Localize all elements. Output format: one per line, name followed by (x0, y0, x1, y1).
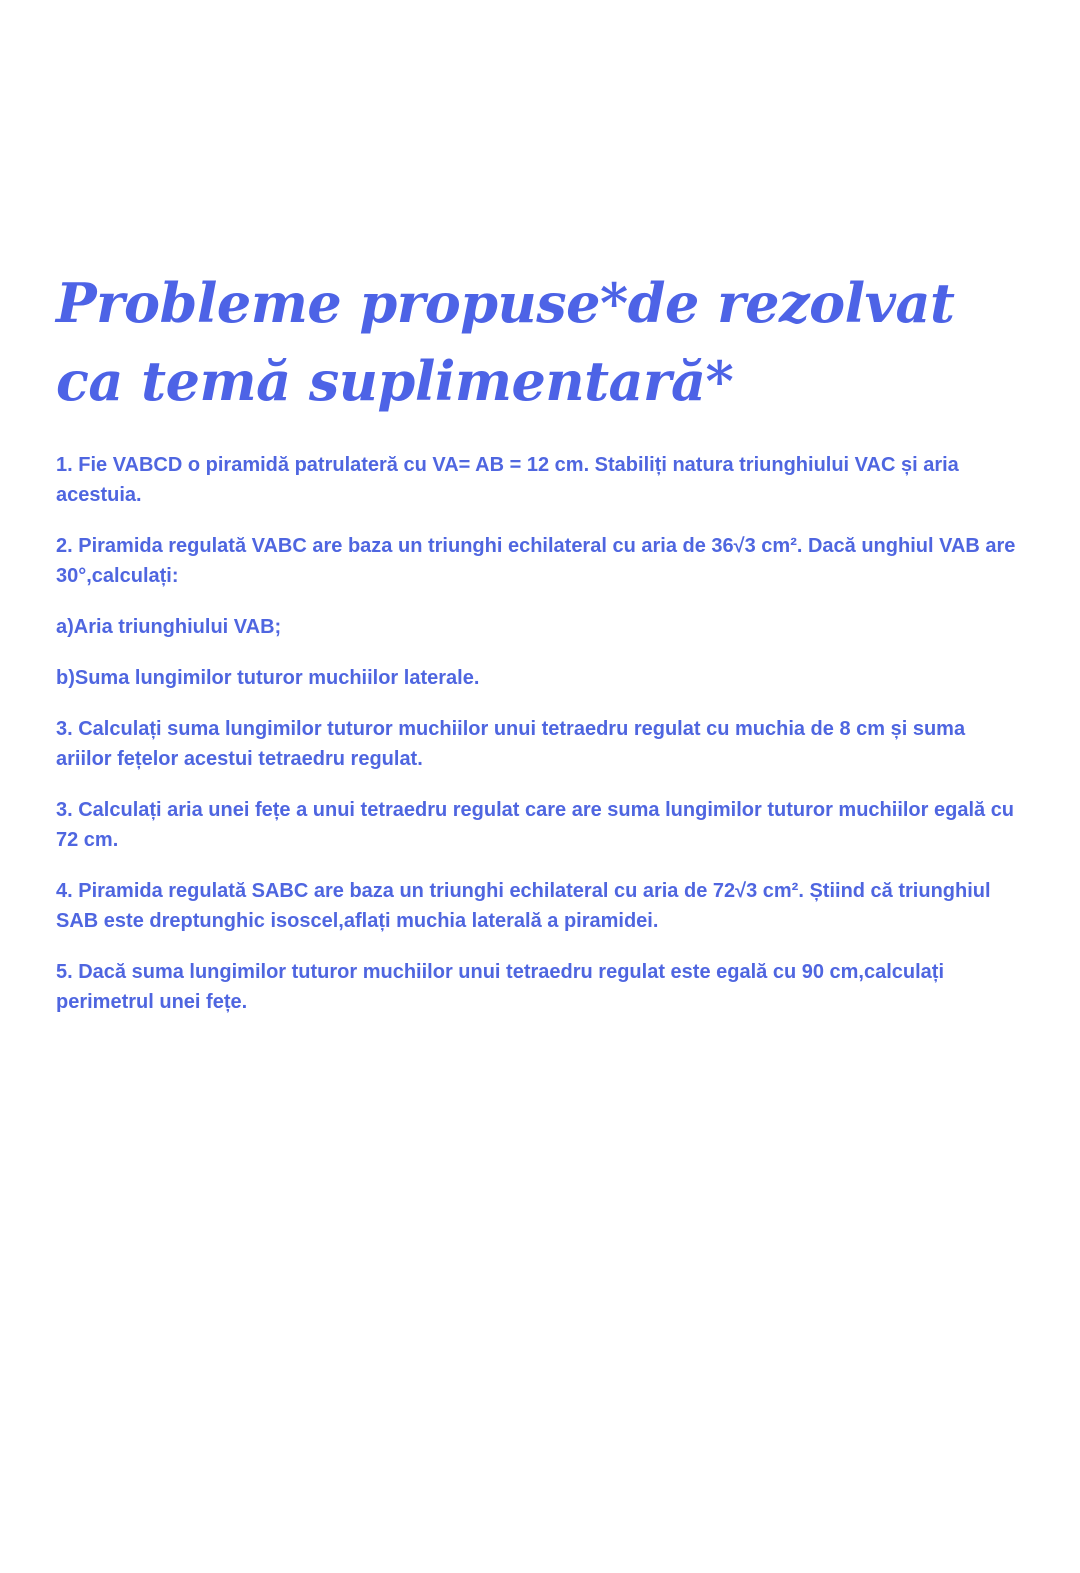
page-title: Probleme propuse*de rezolvat ca temă suplimentară* (56, 271, 955, 413)
problem-2: 2. Piramida regulată VABC are baza un triunghi echilateral cu aria de 36√3 cm². Dacă unghiul VAB are 30°,calculați: (56, 535, 1016, 587)
problem-2b: b)Suma lungimilor tuturor muchiilor laterale. (56, 667, 480, 689)
problem-5: 5. Dacă suma lungimilor tuturor muchiilor unui tetraedru regulat este egală cu 90 cm,calculați perimetrul unei fețe. (56, 961, 945, 1013)
problem-2a: a)Aria triunghiului VAB; (56, 616, 282, 638)
problem-1: 1. Fie VABCD o piramidă patrulateră cu VA= AB = 12 cm. Stabiliți natura triunghiului VAC și aria acestuia. (56, 454, 959, 506)
problem-list (56, 450, 1026, 1038)
problem-3-second: 3. Calculați aria unei fețe a unui tetraedru regulat care are suma lungimilor tuturor muchiilor egală cu 72 cm. (56, 799, 1015, 851)
problem-3: 3. Calculați suma lungimilor tuturor muchiilor unui tetraedru regulat cu muchia de 8 cm și suma ariilor fețelor acestui tetraedru regulat. (56, 718, 966, 770)
problem-4: 4. Piramida regulată SABC are baza un triunghi echilateral cu aria de 72√3 cm². Știind că triunghiul SAB este dreptunghic isoscel,aflați muchia laterală a piramidei. (56, 880, 991, 932)
